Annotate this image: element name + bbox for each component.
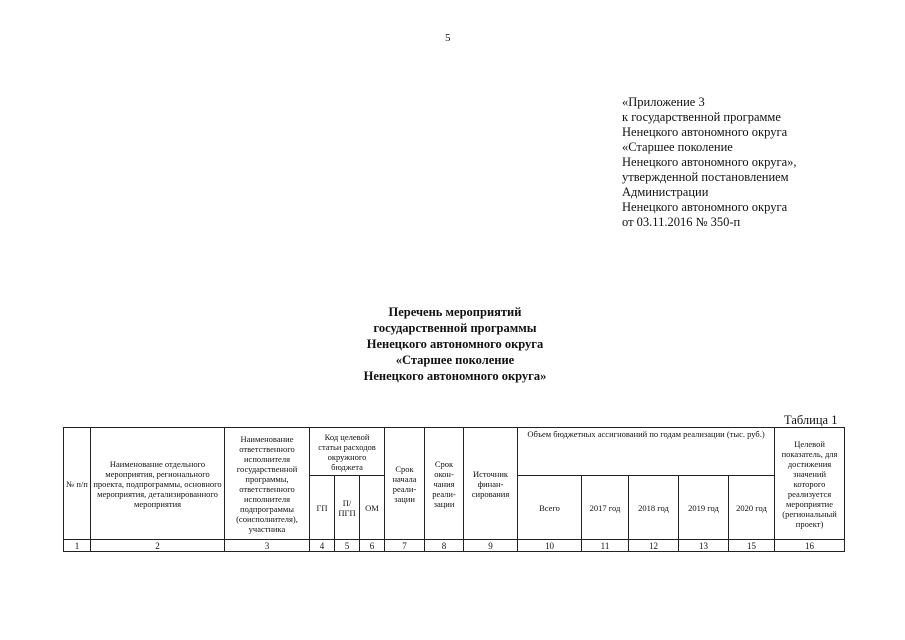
appendix-line: к государственной программе bbox=[622, 110, 781, 124]
header-2017: 2017 год bbox=[582, 476, 629, 540]
header-2018: 2018 год bbox=[629, 476, 679, 540]
appendix-block bbox=[622, 95, 797, 230]
header-executor: Наименование ответственного исполнителя государственной программы, ответственного исполнителя подпрограммы (соисполнителя), участника bbox=[225, 428, 310, 540]
header-total: Всего bbox=[518, 476, 582, 540]
appendix-line: «Приложение 3 bbox=[622, 95, 705, 109]
header-start: Срок начала реали-зации bbox=[385, 428, 425, 540]
column-number: 4 bbox=[310, 540, 335, 552]
column-number: 16 bbox=[775, 540, 845, 552]
title-line: государственной программы bbox=[373, 321, 537, 335]
column-number: 6 bbox=[360, 540, 385, 552]
header-name: Наименование отдельного мероприятия, регионального проекта, подпрограммы, основного мероприятия, детализированного мероприятия bbox=[91, 428, 225, 540]
appendix-line: от 03.11.2016 № 350-п bbox=[622, 215, 741, 229]
column-number: 7 bbox=[385, 540, 425, 552]
appendix-line: Ненецкого автономного округа bbox=[622, 125, 788, 139]
title-line: Ненецкого автономного округа» bbox=[363, 369, 547, 383]
title-line: «Старшее поколение bbox=[395, 353, 515, 367]
header-2020: 2020 год bbox=[729, 476, 775, 540]
document-title bbox=[300, 304, 610, 384]
header-om: ОМ bbox=[360, 476, 385, 540]
header-target: Целевой показатель, для достижения значений которого реализуется мероприятие (региональный проект) bbox=[775, 428, 845, 540]
header-pgp: П/ПГП bbox=[335, 476, 360, 540]
header-gp: ГП bbox=[310, 476, 335, 540]
appendix-line: Ненецкого автономного округа», bbox=[622, 155, 797, 169]
column-number: 10 bbox=[518, 540, 582, 552]
column-number: 9 bbox=[464, 540, 518, 552]
column-number: 1 bbox=[64, 540, 91, 552]
header-volume: Объем бюджетных ассигнований по годам реализации (тыс. руб.) bbox=[518, 428, 775, 476]
column-number: 5 bbox=[335, 540, 360, 552]
page-number: 5 bbox=[445, 32, 451, 44]
title-line: Ненецкого автономного округа bbox=[366, 337, 544, 351]
appendix-line: утвержденной постановлением bbox=[622, 170, 789, 184]
header-source: Источник финан-сирования bbox=[464, 428, 518, 540]
column-number: 12 bbox=[629, 540, 679, 552]
appendix-line: Ненецкого автономного округа bbox=[622, 200, 788, 214]
title-line: Перечень мероприятий bbox=[388, 305, 522, 319]
column-number: 11 bbox=[582, 540, 629, 552]
header-end: Срок окон-чания реали-зации bbox=[425, 428, 464, 540]
table-label: Таблица 1 bbox=[784, 413, 838, 427]
column-number: 2 bbox=[91, 540, 225, 552]
column-number: 3 bbox=[225, 540, 310, 552]
appendix-line: «Старшее поколение bbox=[622, 140, 733, 154]
header-budget-code: Код целевой статьи расходов окружного бюджета bbox=[310, 428, 385, 476]
measures-table bbox=[63, 427, 845, 552]
header-2019: 2019 год bbox=[679, 476, 729, 540]
appendix-line: Администрации bbox=[622, 185, 709, 199]
column-number: 15 bbox=[729, 540, 775, 552]
header-num: № п/п bbox=[64, 428, 91, 540]
column-number: 8 bbox=[425, 540, 464, 552]
column-number: 13 bbox=[679, 540, 729, 552]
